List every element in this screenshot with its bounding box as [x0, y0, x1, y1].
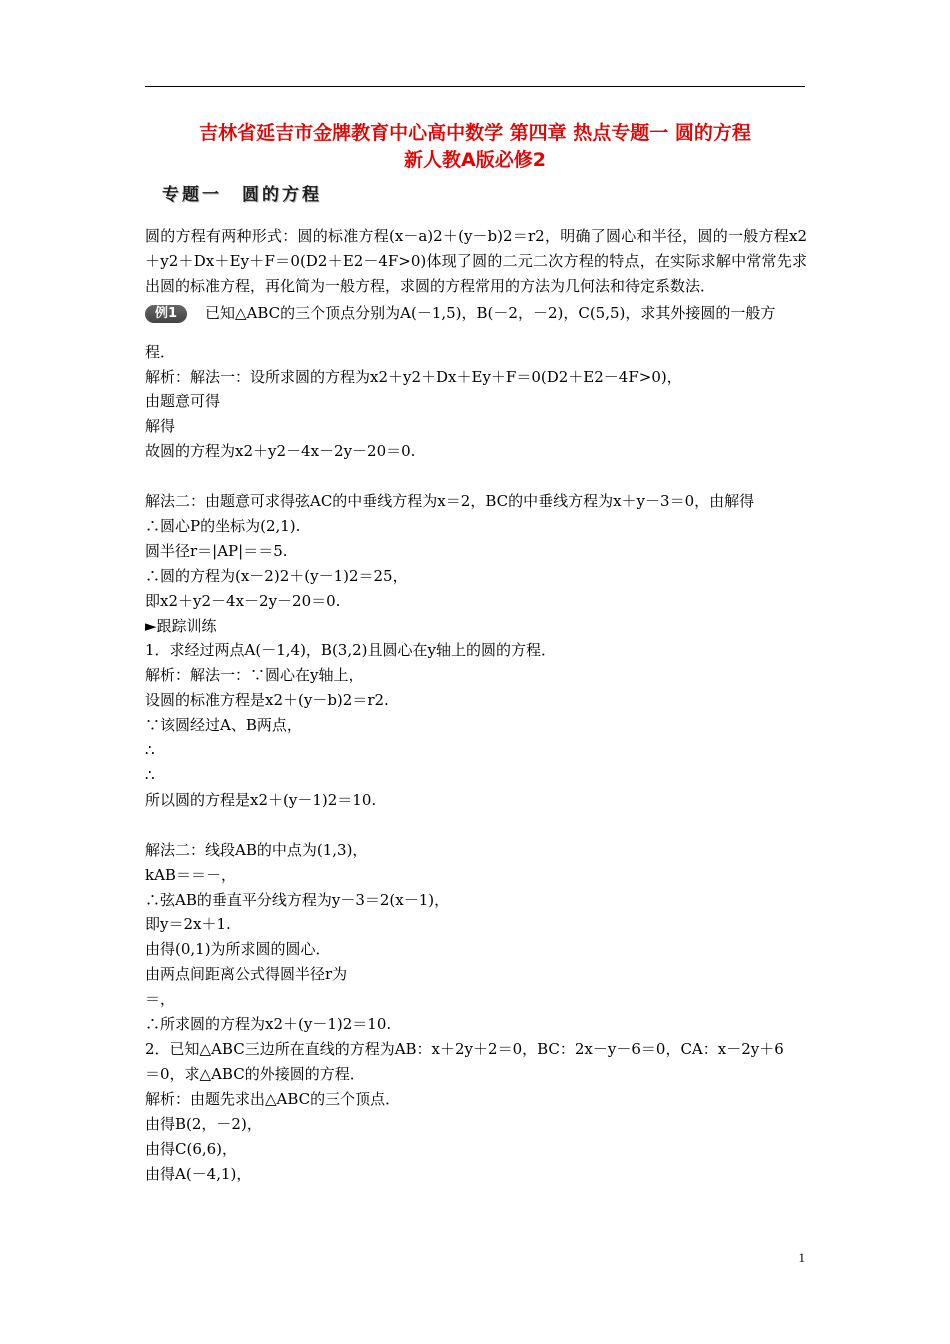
body-line: kAB＝＝－， — [145, 865, 236, 884]
body-line: ∴弦AB的垂直平分线方程为y－3＝2(x－1)， — [145, 890, 450, 909]
document-body — [145, 224, 807, 1186]
body-line: 1．求经过两点A(－1,4)，B(3,2)且圆心在y轴上的圆的方程． — [145, 641, 556, 660]
page-number: 1 — [798, 1250, 805, 1265]
body-line: ∴所求圆的方程为x2＋(y－1)2＝10. — [145, 1015, 392, 1034]
body-line: 由得B(2，－2)， — [145, 1114, 262, 1133]
body-lines — [145, 365, 807, 1187]
body-line: 由两点间距离公式得圆半径r为 — [145, 965, 348, 984]
body-line: 所以圆的方程是x2＋(y－1)2＝10. — [145, 790, 377, 809]
body-line: 故圆的方程为x2＋y2－4x－2y－20＝0. — [145, 442, 416, 461]
body-line: 解析：解法一：∵圆心在y轴上， — [145, 666, 364, 685]
body-line: 由得C(6,6)， — [145, 1139, 238, 1158]
body-line: ∴圆心P的坐标为(2,1). — [145, 516, 301, 535]
document-title — [130, 120, 820, 174]
body-line — [145, 464, 807, 489]
body-line: 解析：解法一：设所求圆的方程为x2＋y2＋Dx＋Ey＋F＝0(D2＋E2－4F>0)， — [145, 367, 682, 386]
example-problem-cont: 程． — [145, 342, 176, 361]
example-badge: 例1 — [145, 305, 187, 323]
body-line: ∵该圆经过A、B两点， — [145, 716, 302, 735]
body-line: ＝， — [145, 990, 176, 1009]
body-line: 由得A(－4,1)， — [145, 1164, 252, 1183]
body-line: ＝0，求△ABC的外接圆的方程． — [145, 1064, 365, 1083]
example-line — [145, 301, 807, 326]
body-line: 解得 — [145, 417, 176, 436]
body-line: 由题意可得 — [145, 392, 221, 411]
title-line-1: 吉林省延吉市金牌教育中心高中数学 第四章 热点专题一 圆的方程 — [199, 122, 751, 144]
body-line: 圆半径r＝|AP|＝＝5. — [145, 541, 288, 560]
body-line: 解法二：由题意可求得弦AC的中垂线方程为x＝2，BC的中垂线方程为x＋y－3＝0，由解得 — [145, 492, 755, 511]
title-line-2: 新人教A版必修2 — [404, 149, 546, 171]
body-line: 解法二：线段AB的中点为(1,3)， — [145, 840, 368, 859]
body-line: 即y＝2x＋1. — [145, 915, 231, 934]
body-line: 解析：由题先求出△ABC的三个顶点． — [145, 1089, 401, 1108]
body-line: ∴ — [145, 741, 155, 760]
body-line: 由得(0,1)为所求圆的圆心． — [145, 940, 331, 959]
body-line: ►跟踪训练 — [145, 616, 217, 635]
body-line: 2．已知△ABC三边所在直线的方程为AB：x＋2y＋2＝0，BC：2x－y－6＝0，CA：x－2y＋6 — [145, 1039, 784, 1058]
section-banner: 专题一 圆的方程 — [162, 185, 322, 205]
body-line: 设圆的标准方程是x2＋(y－b)2＝r2. — [145, 691, 389, 710]
body-line: ∴圆的方程为(x－2)2＋(y－1)2＝25， — [145, 566, 408, 585]
intro-paragraph: 圆的方程有两种形式：圆的标准方程(x－a)2＋(y－b)2＝r2，明确了圆心和半径，圆的一般方程x2＋y2＋Dx＋Ey＋F＝0(D2＋E2－4F>0)体现了圆的二元二次方程的特点，在实际求解中常常先求出圆的标准方程，再化简为一般方程，求圆的方程常用的方法为几何法和待定系数法． — [145, 227, 807, 295]
body-line: ∴ — [145, 766, 155, 785]
example-problem: 已知△ABC的三个顶点分别为A(－1,5)，B(－2，－2)，C(5,5)，求其外接圆的一般方 — [205, 303, 776, 322]
header-rule — [145, 86, 805, 87]
body-line: 即x2＋y2－4x－2y－20＝0. — [145, 591, 341, 610]
body-line — [145, 813, 807, 838]
